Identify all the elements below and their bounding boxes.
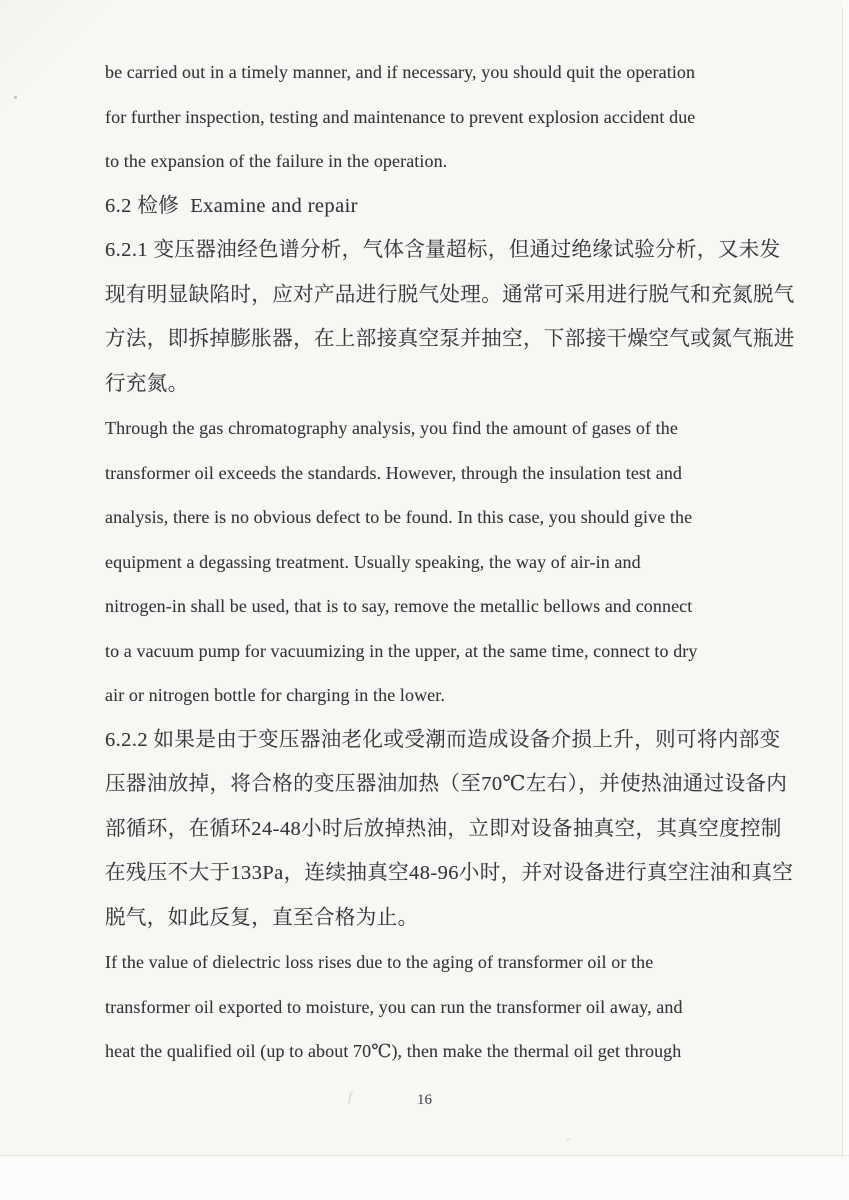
text-line: If the value of dielectric loss rises due to the aging of transformer oil or the [105,952,654,972]
scan-speck: f [348,1090,352,1105]
text-line: for further inspection, testing and maintenance to prevent explosion accident due [105,106,696,127]
text-line: to a vacuum pump for vacuumizing in the upper, at the same time, connect to dry [105,640,698,661]
text-line: Through the gas chromatography analysis, you find the amount of gases of the [105,418,678,438]
paper-edge-strip-bottom [0,1156,849,1200]
paper-edge-strip-right [843,0,849,1200]
text-line: analysis, there is no obvious defect to be found. In this case, you should give the [105,507,693,527]
text-line: 6.2.2 如果是由于变压器油老化或受潮而造成设备介损上升，则可将内部变 [105,728,781,751]
text-line: transformer oil exceeds the standards. However, through the insulation test and [105,462,683,483]
text-line: 方法，即拆掉膨胀器，在上部接真空泵并抽空，下部接干燥空气或氮气瓶进 [105,328,795,350]
text-line: be carried out in a timely manner, and if necessary, you should quit the operation [105,62,696,82]
text-line: 在残压不大于133Pa，连续抽真空48-96小时，并对设备进行真空注油和真空 [105,862,794,884]
text-line: nitrogen-in shall be used, that is to say, remove the metallic bellows and connect [105,596,693,616]
text-line: equipment a degassing treatment. Usually speaking, the way of air-in and [105,551,641,572]
page-edge-line-right [842,8,843,1158]
text-line: 现有明显缺陷时，应对产品进行脱气处理。通常可采用进行脱气和充氮脱气 [105,283,795,306]
text-line: transformer oil exported to moisture, you can run the transformer oil away, and [105,996,683,1017]
text-line: to the expansion of the failure in the operation. [105,151,448,171]
text-line: air or nitrogen bottle for charging in the lower. [105,685,445,705]
scan-speck [14,96,17,99]
page-edge-line-bottom [0,1155,849,1156]
scan-speck [566,1139,571,1141]
page-number: 16 [417,1092,432,1108]
text-line: heat the qualified oil (up to about 70℃), then make the thermal oil get through [105,1041,682,1061]
text-line: 行充氮。 [105,372,189,395]
text-line: 6.2 检修 Examine and repair [105,194,358,217]
text-line: 部循环，在循环24-48小时后放掉热油，立即对设备抽真空，其真空度控制 [105,817,782,840]
text-line: 压器油放掉，将合格的变压器油加热（至70℃左右），并使热油通过设备内 [105,773,788,795]
text-line: 6.2.1 变压器油经色谱分析，气体含量超标，但通过绝缘试验分析，又未发 [105,239,781,261]
text-line: 脱气，如此反复，直至合格为止。 [105,906,419,929]
text-block [105,0,795,1074]
